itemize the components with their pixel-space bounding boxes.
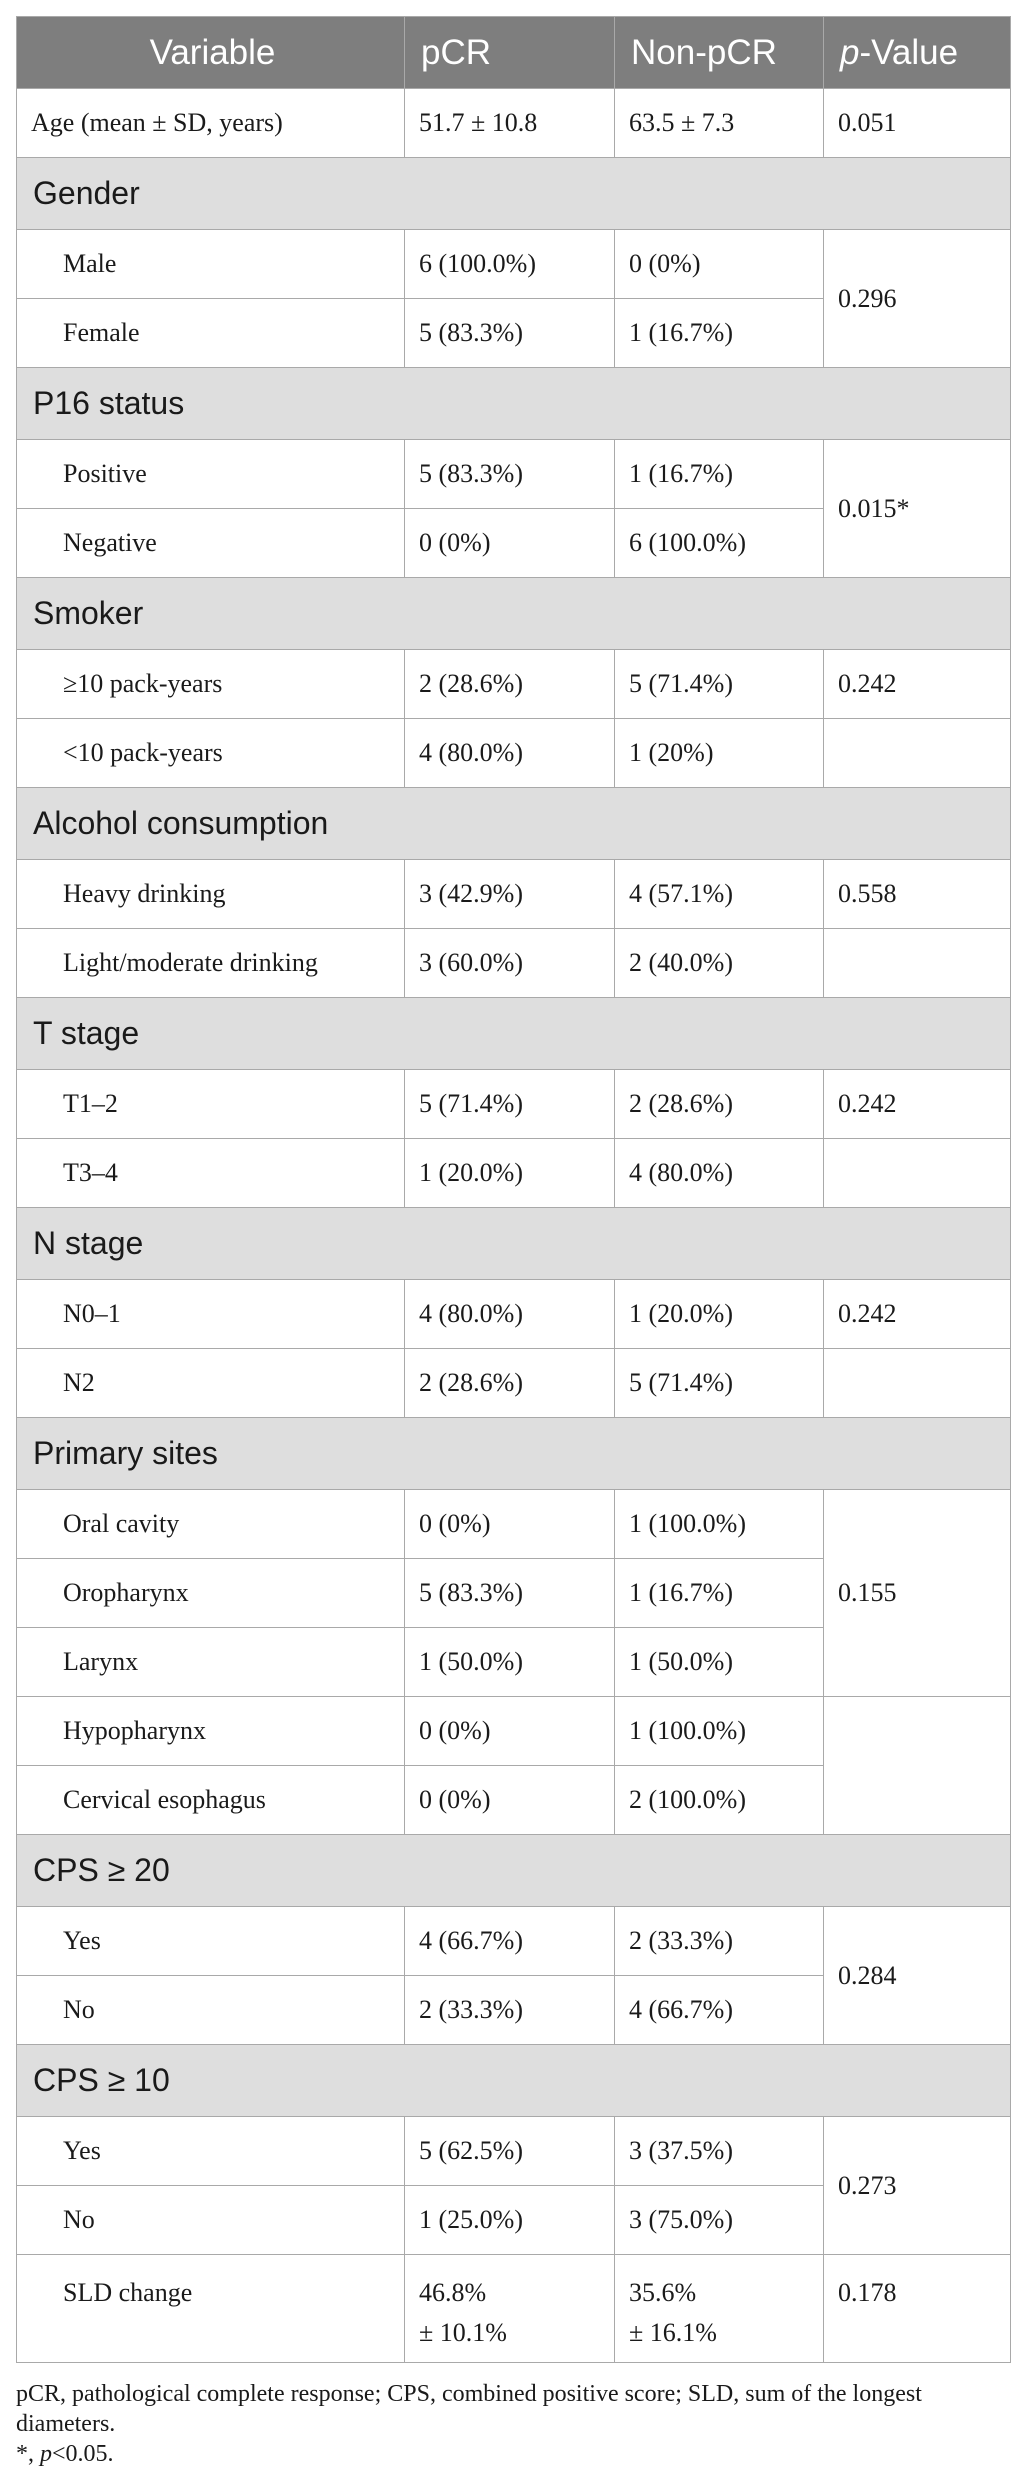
- pcr-value: 5 (83.3%): [405, 1559, 615, 1628]
- table-row: [17, 230, 1011, 299]
- row-label: Oropharynx: [17, 1559, 405, 1628]
- header-non-pcr: Non-pCR: [615, 17, 824, 89]
- table-row: [17, 929, 1011, 998]
- table-row: [17, 1907, 1011, 1976]
- table-row: [17, 860, 1011, 929]
- section-row: [17, 1835, 1011, 1907]
- section-title: N stage: [17, 1208, 1011, 1280]
- row-label: No: [17, 1976, 405, 2045]
- p-value: 0.015*: [824, 440, 1011, 578]
- non-pcr-value: 1 (100.0%): [615, 1490, 824, 1559]
- non-pcr-value: 1 (16.7%): [615, 440, 824, 509]
- table-row: [17, 1349, 1011, 1418]
- p-value: 0.284: [824, 1907, 1011, 2045]
- pcr-value: 2 (33.3%): [405, 1976, 615, 2045]
- table-row: [17, 1697, 1011, 1766]
- p-value: 0.242: [824, 1070, 1011, 1139]
- table-row: [17, 2255, 1011, 2363]
- p-value-empty: [824, 1139, 1011, 1208]
- row-label: Positive: [17, 440, 405, 509]
- header-pcr: pCR: [405, 17, 615, 89]
- non-pcr-value: 1 (20%): [615, 719, 824, 788]
- section-row: [17, 2045, 1011, 2117]
- pcr-value: 4 (80.0%): [405, 719, 615, 788]
- table-row: [17, 440, 1011, 509]
- pcr-value: 0 (0%): [405, 1697, 615, 1766]
- table-footnote: [16, 2379, 1010, 2469]
- row-label: Negative: [17, 509, 405, 578]
- p-value: 0.155: [824, 1490, 1011, 1697]
- header-p-italic: p: [840, 32, 860, 72]
- pcr-value: 6 (100.0%): [405, 230, 615, 299]
- table-row: [17, 89, 1011, 158]
- pcr-value: 0 (0%): [405, 1490, 615, 1559]
- table-row: [17, 719, 1011, 788]
- pcr-value: 5 (83.3%): [405, 299, 615, 368]
- non-pcr-value: 3 (75.0%): [615, 2186, 824, 2255]
- pcr-value-line2: ± 10.1%: [419, 2318, 507, 2347]
- pcr-value: 5 (62.5%): [405, 2117, 615, 2186]
- non-pcr-value: 3 (37.5%): [615, 2117, 824, 2186]
- footnote-sig-mark: *,: [16, 2441, 40, 2467]
- non-pcr-value: 5 (71.4%): [615, 650, 824, 719]
- table-wrapper: [16, 16, 1010, 2469]
- section-row: [17, 1418, 1011, 1490]
- table-header-row: [17, 17, 1011, 89]
- pcr-value: 4 (80.0%): [405, 1280, 615, 1349]
- non-pcr-value: 2 (40.0%): [615, 929, 824, 998]
- section-row: [17, 1208, 1011, 1280]
- pcr-value: 4 (66.7%): [405, 1907, 615, 1976]
- non-pcr-value-line2: ± 16.1%: [629, 2318, 717, 2347]
- row-label: T3–4: [17, 1139, 405, 1208]
- row-label: N0–1: [17, 1280, 405, 1349]
- pcr-value: 0 (0%): [405, 509, 615, 578]
- pcr-value: 3 (60.0%): [405, 929, 615, 998]
- non-pcr-value: 4 (80.0%): [615, 1139, 824, 1208]
- header-p-suffix: -Value: [859, 32, 959, 72]
- p-value-empty: [824, 1349, 1011, 1418]
- row-label: Larynx: [17, 1628, 405, 1697]
- section-title: T stage: [17, 998, 1011, 1070]
- pcr-value: 1 (20.0%): [405, 1139, 615, 1208]
- row-label: T1–2: [17, 1070, 405, 1139]
- section-title: Smoker: [17, 578, 1011, 650]
- section-row: [17, 998, 1011, 1070]
- pcr-value: 2 (28.6%): [405, 1349, 615, 1418]
- non-pcr-value: 5 (71.4%): [615, 1349, 824, 1418]
- non-pcr-value: [615, 2255, 824, 2363]
- section-title: Gender: [17, 158, 1011, 230]
- row-label: Yes: [17, 2117, 405, 2186]
- non-pcr-value: 4 (66.7%): [615, 1976, 824, 2045]
- section-row: [17, 578, 1011, 650]
- row-label: Heavy drinking: [17, 860, 405, 929]
- p-value: 0.178: [824, 2255, 1011, 2363]
- non-pcr-value: 6 (100.0%): [615, 509, 824, 578]
- non-pcr-value: 63.5 ± 7.3: [615, 89, 824, 158]
- row-label: No: [17, 2186, 405, 2255]
- pcr-value: [405, 2255, 615, 2363]
- pcr-value: 1 (50.0%): [405, 1628, 615, 1697]
- section-title: Primary sites: [17, 1418, 1011, 1490]
- pcr-value: 1 (25.0%): [405, 2186, 615, 2255]
- section-row: [17, 368, 1011, 440]
- pcr-value-line1: 46.8%: [419, 2278, 487, 2307]
- p-value: 0.051: [824, 89, 1011, 158]
- p-value-empty: [824, 1697, 1011, 1835]
- non-pcr-value: 2 (33.3%): [615, 1907, 824, 1976]
- section-title: CPS ≥ 20: [17, 1835, 1011, 1907]
- table-row: [17, 2117, 1011, 2186]
- row-label: N2: [17, 1349, 405, 1418]
- header-variable: Variable: [17, 17, 405, 89]
- row-label: Male: [17, 230, 405, 299]
- row-label: Age (mean ± SD, years): [17, 89, 405, 158]
- table-row: [17, 1070, 1011, 1139]
- row-label: SLD change: [17, 2255, 405, 2363]
- table-row: [17, 1139, 1011, 1208]
- section-title: CPS ≥ 10: [17, 2045, 1011, 2117]
- pcr-value: 2 (28.6%): [405, 650, 615, 719]
- row-label: <10 pack-years: [17, 719, 405, 788]
- section-row: [17, 788, 1011, 860]
- row-label: Hypopharynx: [17, 1697, 405, 1766]
- header-p-value: [824, 17, 1011, 89]
- non-pcr-value-line1: 35.6%: [629, 2278, 697, 2307]
- row-label: Female: [17, 299, 405, 368]
- footnote-sig-rest: <0.05.: [52, 2441, 114, 2467]
- row-label: Light/moderate drinking: [17, 929, 405, 998]
- table-row: [17, 650, 1011, 719]
- non-pcr-value: 1 (100.0%): [615, 1697, 824, 1766]
- pcr-value: 51.7 ± 10.8: [405, 89, 615, 158]
- table-row: [17, 1280, 1011, 1349]
- table-row: [17, 1490, 1011, 1559]
- pcr-value: 5 (71.4%): [405, 1070, 615, 1139]
- pcr-value: 0 (0%): [405, 1766, 615, 1835]
- footnote-sig-p: p: [40, 2441, 52, 2467]
- non-pcr-value: 2 (100.0%): [615, 1766, 824, 1835]
- row-label: Oral cavity: [17, 1490, 405, 1559]
- p-value: 0.558: [824, 860, 1011, 929]
- row-label: Cervical esophagus: [17, 1766, 405, 1835]
- non-pcr-value: 1 (50.0%): [615, 1628, 824, 1697]
- p-value: 0.273: [824, 2117, 1011, 2255]
- non-pcr-value: 1 (20.0%): [615, 1280, 824, 1349]
- row-label: ≥10 pack-years: [17, 650, 405, 719]
- non-pcr-value: 1 (16.7%): [615, 1559, 824, 1628]
- pcr-value: 5 (83.3%): [405, 440, 615, 509]
- non-pcr-value: 1 (16.7%): [615, 299, 824, 368]
- non-pcr-value: 4 (57.1%): [615, 860, 824, 929]
- footnote-significance: [16, 2439, 1010, 2469]
- footnote-abbreviations: pCR, pathological complete response; CPS, combined positive score; SLD, sum of the longest diameters.: [16, 2381, 922, 2437]
- section-title: P16 status: [17, 368, 1011, 440]
- non-pcr-value: 2 (28.6%): [615, 1070, 824, 1139]
- row-label: Yes: [17, 1907, 405, 1976]
- p-value: 0.242: [824, 1280, 1011, 1349]
- p-value-empty: [824, 929, 1011, 998]
- non-pcr-value: 0 (0%): [615, 230, 824, 299]
- p-value: 0.242: [824, 650, 1011, 719]
- section-title: Alcohol consumption: [17, 788, 1011, 860]
- pcr-value: 3 (42.9%): [405, 860, 615, 929]
- data-table: [16, 16, 1011, 2363]
- p-value-empty: [824, 719, 1011, 788]
- section-row: [17, 158, 1011, 230]
- p-value: 0.296: [824, 230, 1011, 368]
